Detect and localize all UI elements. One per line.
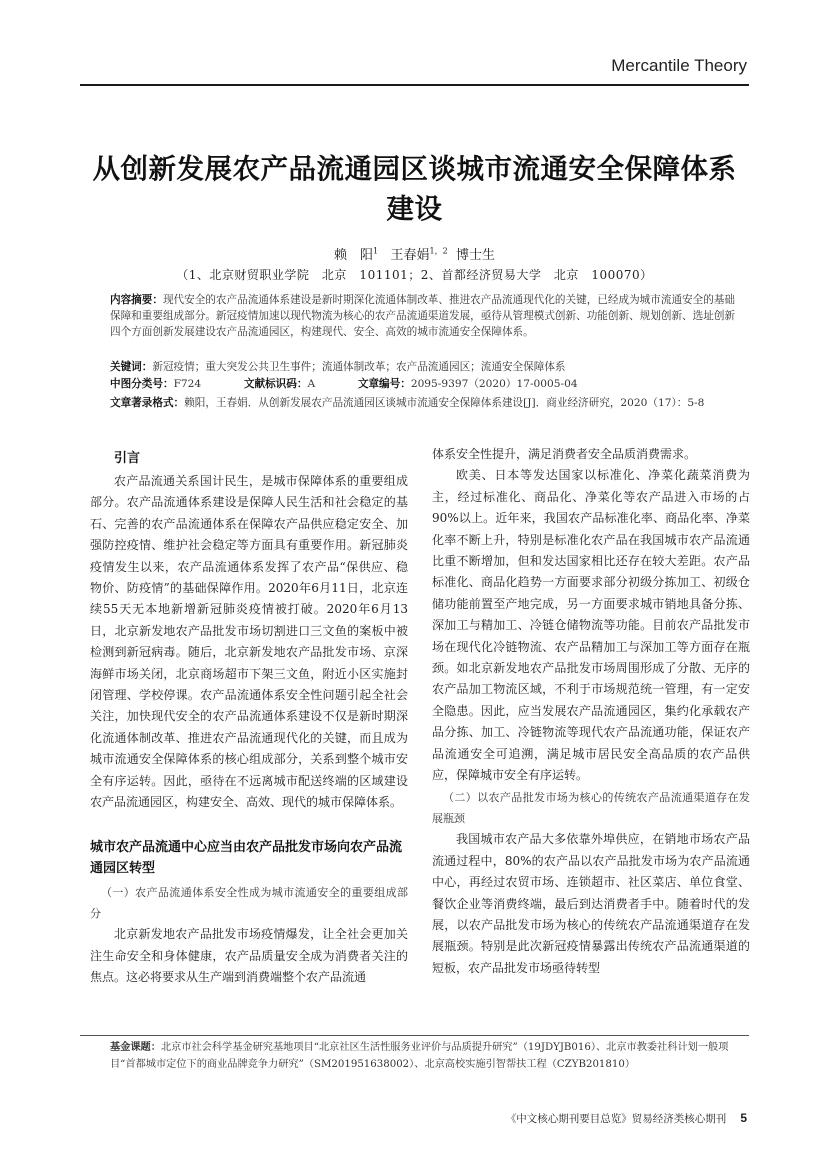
funding-note: [110, 1039, 750, 1073]
right-column: [432, 444, 750, 979]
funding-label: 基金课题：: [110, 1042, 161, 1053]
doc-code-value: A: [307, 378, 316, 390]
page-number: 5: [740, 1111, 747, 1125]
abstract: [110, 292, 740, 340]
abstract-text: 现代安全的农产品流通体系建设是新时期深化流通体制改革、推进农产品流通现代化的关键，已经成为城市流通安全的基础保障和重要组成部分。新冠疫情加速以现代物流为核心的农产品流通渠道发展，亟待从管理模式创新、功能创新、规划创新、选址创新四个方面创新发展建设农产品流通园区，构建现代、安全、高效的城市流通安全保障体系。: [110, 294, 736, 338]
author-2-affil: 1，2: [429, 246, 448, 256]
affiliation: （1、北京财贸职业学院 北京 101101；2、首都经济贸易大学 北京 100070）: [176, 268, 653, 282]
standardization-paragraph: 欧美、日本等发达国家以标准化、净菜化蔬菜消费为主，经过标准化、商品化、净菜化等农产品进入市场的占90%以上。近年来，我国农产品标准化率、商品化率、净菜化率不断上升，特别是标准化农产品在我国城市农产品流通比重不断增加，但和发达国家相比还存在较大差距。农产品标准化、商品化趋势一方面要求部分初级分拣加工、初级仓储功能前置至产地完成，另一方面要求城市销地具备分拣、深加工与精加工、冷链仓储物流等功能。目前农产品批发市场在现代化冷链物流、农产品精加工与深加工等方面存在瓶颈。如北京新发地农产品批发市场周围形成了分散、无序的农产品加工物流区域，不利于市场规范统一管理，有一定安全隐患。因此，应当发展农产品流通园区，集约化承载农产品分拣、加工、冷链物流等现代农产品流通功能，保证农产品流通安全可追溯，满足城市居民安全高品质的农产品供应，保障城市安全有序运转。: [432, 468, 750, 783]
subsection-1-heading: （一）农产品流通体系安全性成为城市流通安全的重要组成部分: [90, 885, 408, 920]
classification: [110, 376, 740, 392]
intro-heading: 引言: [114, 451, 141, 466]
header-rule: [80, 84, 749, 86]
continued-paragraph: 体系安全性提升，满足消费者安全品质消费需求。: [432, 447, 697, 461]
left-column: [90, 448, 408, 989]
funding-text: 北京市社会科学基金研究基地项目“北京社区生活性服务业评价与品质提升研究”（19JDYJB016）、北京市教委社科计划一般项目“首都城市定位下的商业品牌竞争力研究”（SM201951638002）、北京高校实施引智帮扶工程（CZYB201810）: [110, 1042, 729, 1070]
section-1-paragraph: 北京新发地农产品批发市场疫情爆发，让全社会更加关注生命安全和身体健康，农产品质量安全成为消费者关注的焦点。这必将要求从生产端到消费端整个农产品流通: [90, 927, 408, 985]
doc-code-label: 文献标识码：: [243, 378, 308, 390]
citation-label: 文章著录格式：: [110, 397, 185, 409]
article-no-value: 2095-9397（2020）17-0005-04: [410, 378, 578, 390]
article-title: 从创新发展农产品流通园区谈城市流通安全保障体系建设: [92, 153, 737, 225]
footnote-rule: [80, 1035, 749, 1036]
author-2: 王春娟: [390, 248, 430, 263]
keywords: [110, 359, 740, 375]
page-footer: [506, 1111, 747, 1126]
subsection-2-paragraph: 我国城市农产品大多依靠外埠供应，在销地市场农产品流通过程中，80%的农产品以农产品批发市场为农产品流通中心，再经过农贸市场、连锁超市、社区菜店、单位食堂、餐饮企业等消费终端，最后到达消费者手中。随着时代的发展，以农产品批发市场为核心的传统农产品流通渠道存在发展瓶颈。特别是此次新冠疫情暴露出传统农产品流通渠道的短板，农产品批发市场亟待转型: [432, 832, 750, 975]
journal-name: Mercantile Theory: [611, 56, 747, 75]
section-1-heading: 城市农产品流通中心应当由农产品批发市场向农产品流通园区转型: [90, 839, 403, 876]
clc-label: 中图分类号：: [110, 378, 174, 390]
subsection-2-heading: （二）以农产品批发市场为核心的传统农产品流通渠道存在发展瓶颈: [432, 790, 750, 825]
intro-paragraph: 农产品流通关系国计民生，是城市保障体系的重要组成部分。农产品流通体系建设是保障人民生活和社会稳定的基石、完善的农产品流通体系在保障农产品供应稳定安全、加强防控疫情、维护社会稳定等方面具有重要作用。新冠肺炎疫情发生以来，农产品流通体系发挥了农产品“保供应、稳物价、防疫情”的基础保障作用。2020年6月11日，北京连续55天无本地新增新冠肺炎疫情被打破。2020年6月13日，北京新发地农产品批发市场切割进口三文鱼的案板中被检测到新冠病毒。随后，北京新发地农产品批发市场、京深海鲜市场关闭，北京商场超市下架三文鱼，附近小区实施封闭管理、学校停课。农产品流通体系安全性问题引起全社会关注，加快现代安全的农产品流通体系建设不仅是新时期深化流通体制改革、推进农产品流通现代化的关键，而且成为城市流通安全保障体系的核心组成部分，关系到整个城市安全有序运转。因此，亟待在不远离城市配送终端的区域建设农产品流通园区，构建安全、高效、现代的城市保障体系。: [90, 474, 408, 810]
abstract-label: 内容摘要：: [110, 294, 163, 306]
footer-text: 《中文核心期刊要目总览》贸易经济类核心期刊: [505, 1113, 727, 1125]
clc-value: F724: [173, 378, 202, 390]
article-no-label: 文章编号：: [357, 378, 411, 390]
author-1: 赖 阳: [334, 248, 374, 263]
keywords-text: 新冠疫情；重大突发公共卫生事件；流通体制改革；农产品流通园区；流通安全保障体系: [152, 361, 566, 373]
citation: [110, 395, 740, 411]
keywords-label: 关键词：: [110, 361, 153, 373]
citation-text: 赖阳，王春娟．从创新发展农产品流通园区谈城市流通安全保障体系建设[J]．商业经济研究，2020（17）：5-8: [184, 397, 705, 409]
author-1-affil: 1: [373, 246, 379, 256]
author-2-title: 博士生: [455, 248, 495, 263]
author-line: [80, 244, 749, 263]
